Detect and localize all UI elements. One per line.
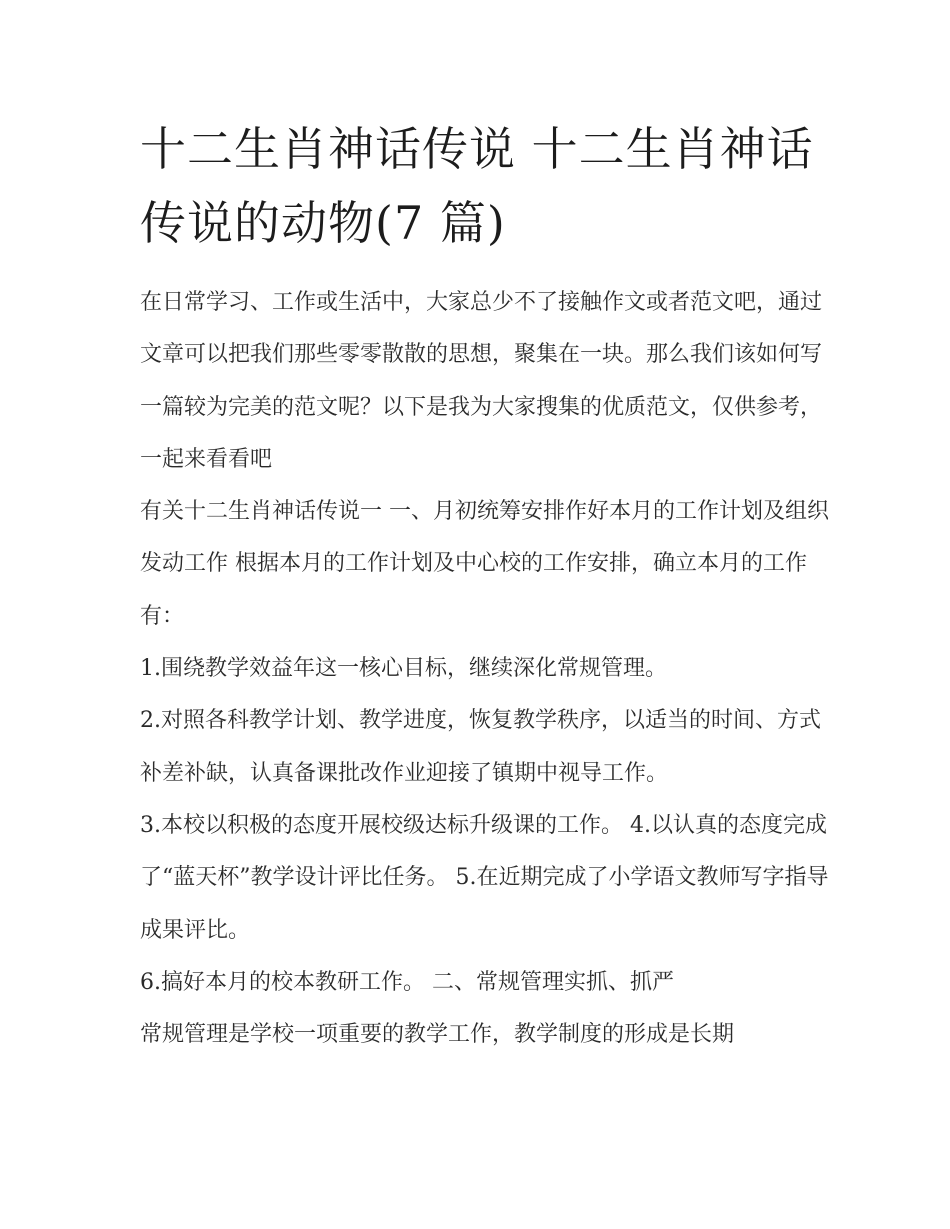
document-body xyxy=(140,277,830,1061)
paragraph-intro: 在日常学习、工作或生活中，大家总少不了接触作文或者范文吧，通过文章可以把我们那些零零散散的思想，聚集在一块。那么我们该如何写一篇较为完美的范文呢？以下是我为大家搜集的优质范文，仅供参考，一起来看看吧 xyxy=(140,290,823,472)
list-item-2: 2.对照各科教学计划、教学进度，恢复教学秩序，以适当的时间、方式补差补缺，认真备课批改作业迎接了镇期中视导工作。 xyxy=(140,708,821,786)
list-item-6: 6.搞好本月的校本教研工作。 二、常规管理实抓、抓严 xyxy=(140,969,674,995)
paragraph-routine-management: 常规管理是学校一项重要的教学工作，教学制度的形成是长期 xyxy=(140,1022,735,1048)
document-title: 十二生肖神话传说 十二生肖神话传说的动物(7 篇) xyxy=(140,122,814,250)
list-item-1: 1.围绕教学效益年这一核心目标，继续深化常规管理。 xyxy=(140,656,667,682)
paragraph-section-one: 有关十二生肖神话传说一 一、月初统筹安排作好本月的工作计划及组织发动工作 根据本月的工作计划及中心校的工作安排，确立本月的工作有： xyxy=(140,499,829,629)
list-item-3-5: 3.本校以积极的态度开展校级达标升级课的工作。 4.以认真的态度完成了“蓝天杯”教学设计评比任务。 5.在近期完成了小学语文教师写字指导成果评比。 xyxy=(140,812,829,943)
